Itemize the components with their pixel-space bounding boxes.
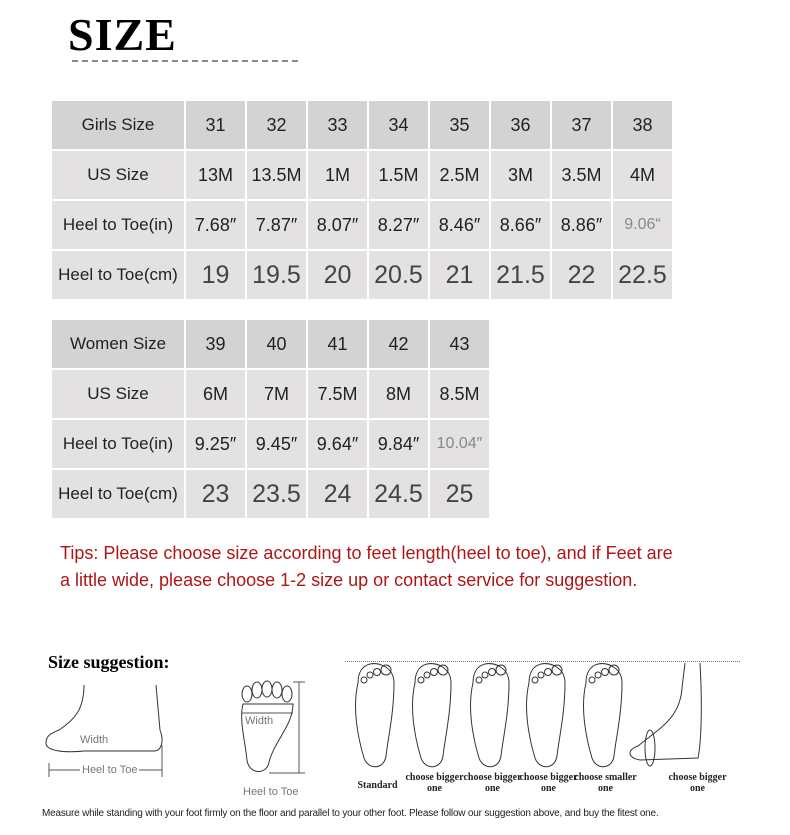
girls-size-table	[50, 99, 674, 301]
row-label: US Size	[52, 370, 184, 418]
girls-row-header	[52, 101, 672, 149]
page-title: SIZE	[68, 9, 177, 60]
row-label: Girls Size	[52, 101, 184, 149]
row-label: Women Size	[52, 320, 184, 368]
table-cell: 3M	[491, 151, 550, 199]
table-cell: 34	[369, 101, 428, 149]
foot-illustration	[465, 658, 520, 773]
women-row-us	[52, 370, 489, 418]
women-row-in	[52, 420, 489, 468]
table-cell: 38	[613, 101, 672, 149]
table-cell: 24	[308, 470, 367, 518]
table-cell: 21	[430, 251, 489, 299]
table-cell: 9.06“	[613, 201, 672, 249]
table-cell: 42	[369, 320, 428, 368]
table-cell: 35	[430, 101, 489, 149]
table-cell: 21.5	[491, 251, 550, 299]
table-cell: 23	[186, 470, 245, 518]
table-cell: 39	[186, 320, 245, 368]
size-suggestion-title: Size suggestion:	[48, 652, 170, 672]
table-cell: 19	[186, 251, 245, 299]
heel-to-toe-label: Heel to Toe	[82, 764, 138, 776]
table-cell: 43	[430, 320, 489, 368]
table-cell: 9.25″	[186, 420, 245, 468]
table-cell: 8.86″	[552, 201, 611, 249]
foot-illustration	[620, 658, 710, 773]
women-row-header	[52, 320, 489, 368]
foot-caption: choose bigger one	[405, 772, 464, 794]
table-cell: 13M	[186, 151, 245, 199]
row-label: Heel to Toe(in)	[52, 201, 184, 249]
table-cell: 20.5	[369, 251, 428, 299]
foot-caption: Standard	[357, 780, 398, 791]
table-cell: 7.68″	[186, 201, 245, 249]
girls-row-cm	[52, 251, 672, 299]
table-cell: 1.5M	[369, 151, 428, 199]
foot-caption: choose smaller one	[574, 772, 637, 794]
table-cell: 41	[308, 320, 367, 368]
table-cell: 10.04″	[430, 420, 489, 468]
table-cell: 8.66″	[491, 201, 550, 249]
row-label: Heel to Toe(cm)	[52, 470, 184, 518]
table-cell: 8.46″	[430, 201, 489, 249]
tips-text: Tips: Please choose size according to feet length(heel to toe), and if Feet are a little wide, please choose 1-2 size up or contact service for suggestion.	[60, 543, 673, 590]
table-cell: 31	[186, 101, 245, 149]
table-cell: 33	[308, 101, 367, 149]
table-cell: 37	[552, 101, 611, 149]
row-label: US Size	[52, 151, 184, 199]
table-cell: 7.5M	[308, 370, 367, 418]
table-cell: 1M	[308, 151, 367, 199]
table-cell: 13.5M	[247, 151, 306, 199]
table-cell: 4M	[613, 151, 672, 199]
table-cell: 8.07″	[308, 201, 367, 249]
table-cell: 2.5M	[430, 151, 489, 199]
girls-row-in	[52, 201, 672, 249]
foot-illustration	[407, 658, 462, 773]
table-cell: 22.5	[613, 251, 672, 299]
women-size-table	[50, 318, 491, 520]
table-cell: 7M	[247, 370, 306, 418]
measure-note: Measure while standing with your foot firmly on the floor and parallel to your other foot. Please follow our suggestion above, and buy the fitest one.	[42, 808, 659, 819]
foot-caption: choose bigger one	[463, 772, 522, 794]
foot-illustration	[521, 658, 576, 773]
table-cell: 8.5M	[430, 370, 489, 418]
table-cell: 3.5M	[552, 151, 611, 199]
row-label: Heel to Toe(in)	[52, 420, 184, 468]
table-cell: 9.64″	[308, 420, 367, 468]
table-cell: 7.87″	[247, 201, 306, 249]
table-cell: 8.27″	[369, 201, 428, 249]
sole-illustration	[235, 680, 315, 780]
table-cell: 20	[308, 251, 367, 299]
table-cell: 23.5	[247, 470, 306, 518]
table-cell: 32	[247, 101, 306, 149]
table-cell: 6M	[186, 370, 245, 418]
women-row-cm	[52, 470, 489, 518]
table-cell: 25	[430, 470, 489, 518]
width-label: Width	[80, 734, 109, 746]
table-cell: 19.5	[247, 251, 306, 299]
table-cell: 40	[247, 320, 306, 368]
table-cell: 9.84″	[369, 420, 428, 468]
width-label-sole: Width	[245, 715, 274, 727]
foot-caption: choose bigger one	[668, 772, 727, 794]
title-divider	[72, 60, 298, 62]
table-cell: 24.5	[369, 470, 428, 518]
foot-caption: choose bigger one	[519, 772, 578, 794]
table-cell: 8M	[369, 370, 428, 418]
table-cell: 22	[552, 251, 611, 299]
row-label: Heel to Toe(cm)	[52, 251, 184, 299]
girls-row-us	[52, 151, 672, 199]
table-cell: 9.45″	[247, 420, 306, 468]
foot-illustration	[350, 658, 405, 773]
heel-to-toe-label-sole: Heel to Toe	[243, 786, 299, 798]
table-cell: 36	[491, 101, 550, 149]
